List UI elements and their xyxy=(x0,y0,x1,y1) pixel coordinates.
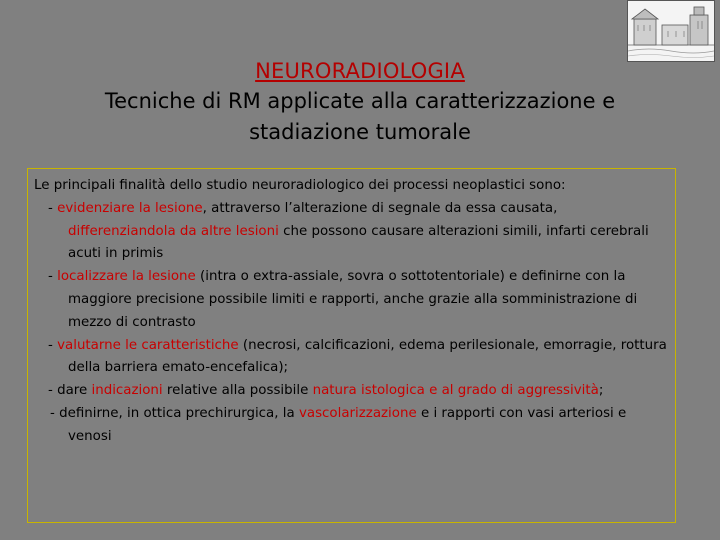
item-highlight: indicazioni xyxy=(91,383,163,399)
item-highlight: evidenziare la lesione xyxy=(57,200,203,216)
list-item-valutarne xyxy=(34,335,669,381)
header-engraving-image xyxy=(627,0,715,62)
item-text: relative alla possibile xyxy=(162,383,313,399)
item-text: - definirne, in ottica prechirurgica, la xyxy=(50,405,299,421)
item-text: - xyxy=(48,269,58,285)
slide-title xyxy=(0,56,720,148)
item-text: che possono causare alterazioni simili, infarti cerebrali acuti in primis xyxy=(68,223,649,262)
title-subtitle: Tecniche di RM applicate alla caratterizzazione e stadiazione tumorale xyxy=(104,89,616,144)
item-text: ; xyxy=(598,383,604,399)
item-highlight: localizzare la lesione xyxy=(57,269,196,285)
intro-text: Le principali finalità dello studio neuroradiologico dei processi neoplastici sono: xyxy=(34,178,566,193)
list-item-indicazioni xyxy=(34,380,669,403)
item-text: , attraverso l’alterazione di segnale da essa causata, xyxy=(202,200,558,216)
item-highlight: valutarne le caratteristiche xyxy=(57,337,239,353)
list-item-vascolarizzazione xyxy=(34,403,669,449)
item-text: e i rapporti con vasi arteriosi e venosi xyxy=(68,405,627,444)
item-highlight: differenziandola da altre lesioni xyxy=(68,223,279,239)
list-item-evidenziare xyxy=(34,198,669,266)
item-text: (necrosi, calcificazioni, edema perilesionale, emorragie, rottura della barriera emato-encefalica); xyxy=(68,337,667,376)
title-main: NEURORADIOLOGIA xyxy=(255,59,465,83)
item-highlight: vascolarizzazione xyxy=(298,405,417,421)
item-text: (intra o extra-assiale, sovra o sottotentoriale) e definirne con la maggiore precisione possibile limiti e rapporti, anche grazie alla somministrazione di mezzo di contrasto xyxy=(68,269,638,330)
content-box xyxy=(27,168,676,523)
item-text: - dare xyxy=(48,383,92,399)
item-text: - xyxy=(48,200,58,216)
list-item-localizzare xyxy=(34,266,669,334)
item-text: - xyxy=(48,337,58,353)
item-highlight: natura istologica e al grado di aggressività xyxy=(312,383,599,399)
